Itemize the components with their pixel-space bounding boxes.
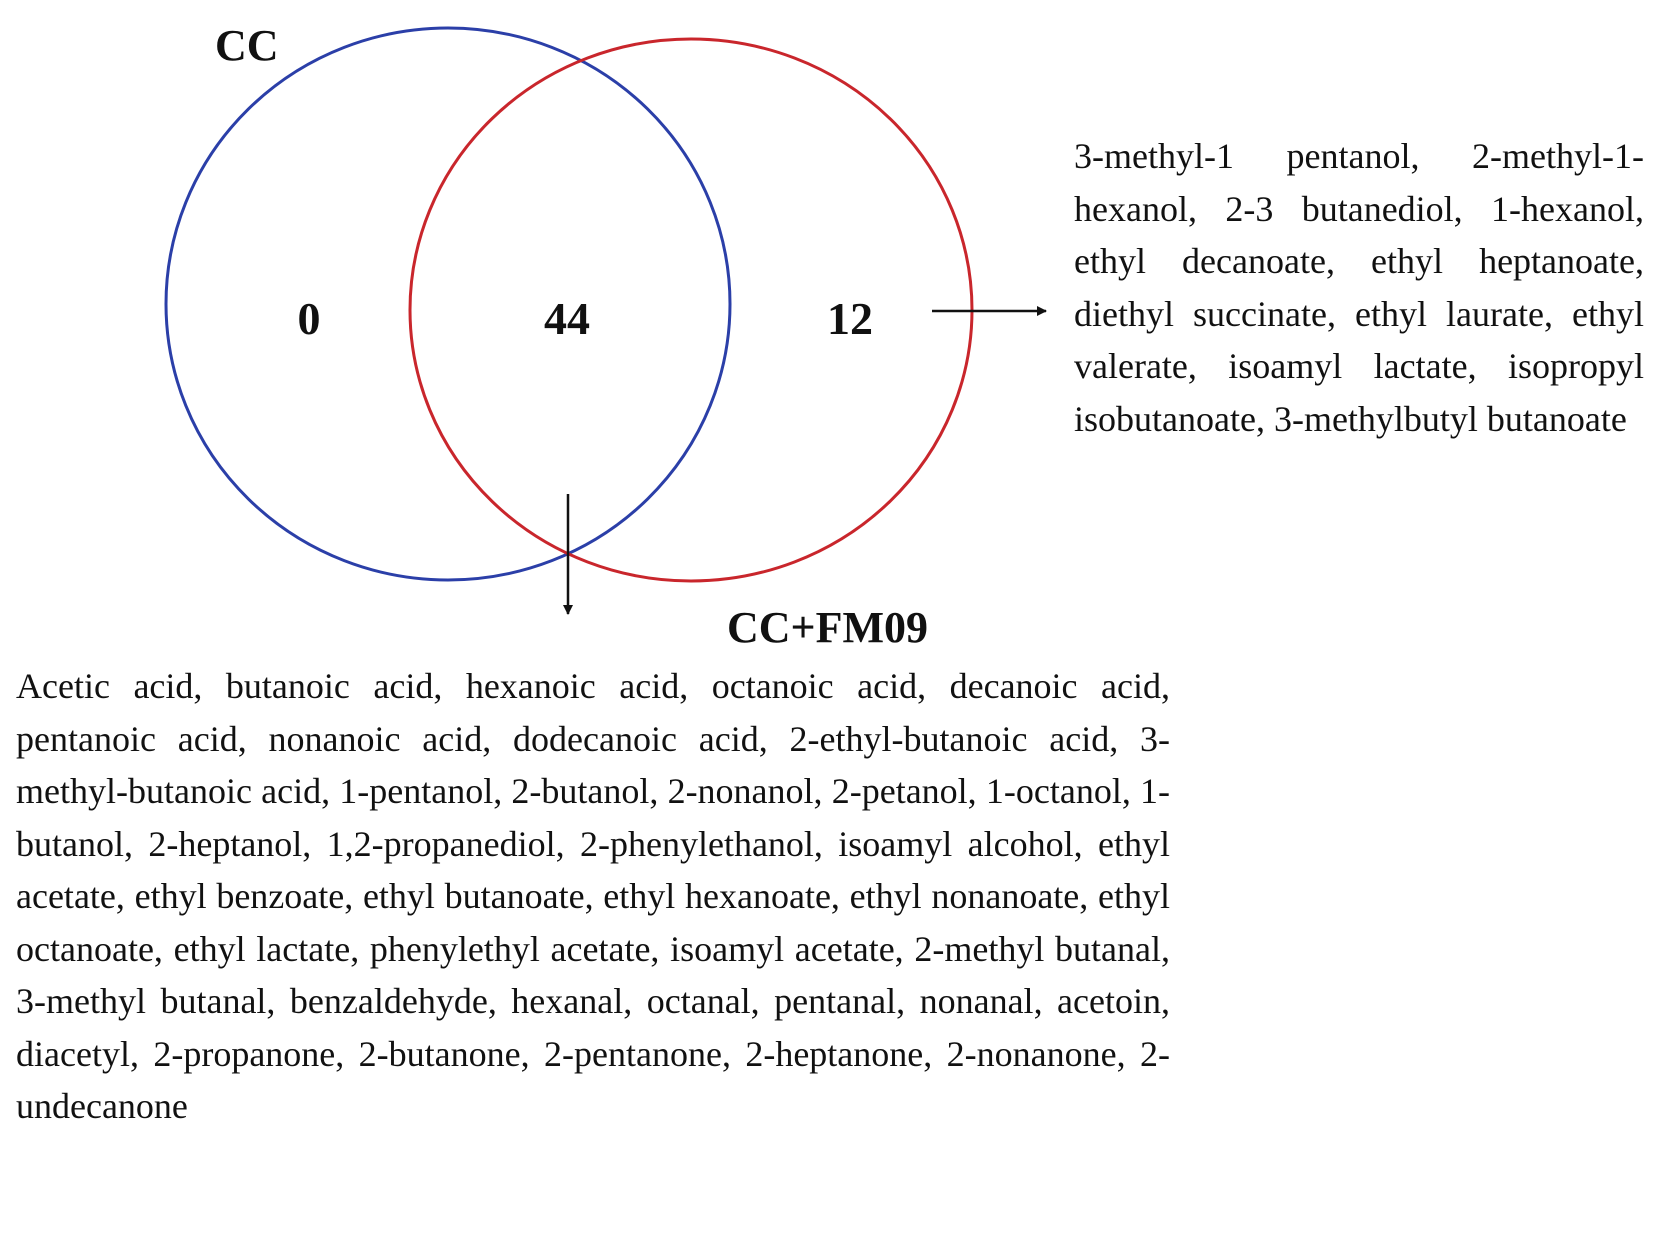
unique-compounds-list: 3-methyl-1 pentanol, 2-methyl-1-hexanol, 2-3 butanediol, 1-hexanol, ethyl decanoate, ethyl heptanoate, diethyl succinate, ethyl laurate, ethyl valerate, isoamyl lactate, isopropyl isobutanoate, 3-methylbutyl butanoate [1074,136,1644,439]
cc-fm09-only-count: 12 [827,293,873,344]
intersection-count: 44 [544,293,590,344]
shared-compounds-list: Acetic acid, butanoic acid, hexanoic acid, octanoic acid, decanoic acid, pentanoic acid, nonanoic acid, dodecanoic acid, 2-ethyl-butanoic acid, 3-methyl-butanoic acid, 1-pentanol, 2-butanol, 2-nonanol, 2-petanol, 1-octanol, 1-butanol, 2-heptanol, 1,2-propanediol, 2-phenylethanol, isoamyl alcohol, ethyl acetate, ethyl benzoate, ethyl butanoate, ethyl hexanoate, ethyl nonanoate, ethyl octanoate, ethyl lactate, phenylethyl acetate, isoamyl acetate, 2-methyl butanal, 3-methyl butanal, benzaldehyde, hexanal, octanal, pentanal, nonanal, acetoin, diacetyl, 2-propanone, 2-butanone, 2-pentanone, 2-heptanone, 2-nonanone, 2-undecanone [16,666,1170,1126]
cc-fm09-set-label: CC+FM09 [727,603,929,652]
cc-set-label: CC [215,21,279,70]
cc-only-count: 0 [297,293,321,344]
